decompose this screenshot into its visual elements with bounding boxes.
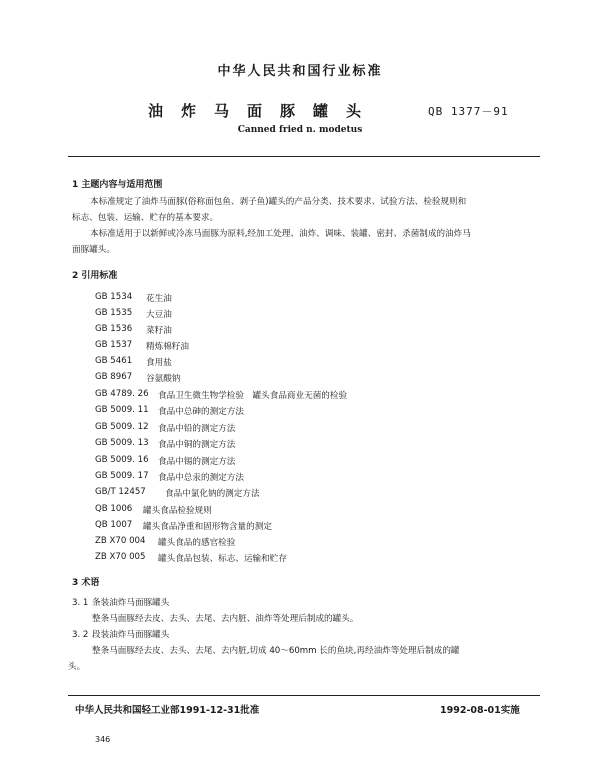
ref-code: ZB X70 005: [95, 552, 146, 562]
english-title: Canned fried n. modetus: [237, 125, 363, 135]
ref-code: GB 1535: [95, 308, 133, 318]
implementation-date: 1992-08-01实施: [440, 705, 520, 716]
section1-para1-line2: 标志、包装、运输、贮存的基本要求。: [72, 213, 219, 223]
ref-code: GB/T 12457: [95, 487, 146, 497]
ref-code: GB 1536: [95, 324, 133, 334]
term2-number: 3. 2: [72, 630, 89, 640]
ref-name: 花生油: [146, 294, 172, 304]
standard-number: QB 1377－91: [428, 105, 509, 118]
term1-number: 3. 1: [72, 598, 89, 608]
ref-code: GB 5009. 12: [95, 422, 149, 432]
term1-name: 条装油炸马面豚罐头: [92, 598, 170, 608]
ref-code: ZB X70 004: [95, 536, 146, 546]
ref-code: GB 8967: [95, 372, 133, 382]
ref-name: 罐头食品包装、标志、运输和贮存: [158, 554, 287, 564]
section1-para2-line2: 面豚罐头。: [72, 245, 115, 255]
ref-code: GB 5009. 16: [95, 455, 149, 465]
ref-name: 食品中总汞的测定方法: [158, 473, 244, 483]
ref-name: 罐头食品净重和固形物含量的测定: [143, 522, 272, 532]
ref-code: QB 1006: [95, 504, 133, 514]
ref-name: 食品卫生微生物学检验 罐头食品商业无菌的检验: [158, 391, 348, 401]
header-divider: [68, 156, 540, 157]
ref-name: 罐头食品检验规则: [143, 506, 212, 516]
ref-name: 食品中锡的测定方法: [158, 457, 236, 467]
ref-code: GB 5009. 11: [95, 405, 149, 415]
standard-title: 油炸马面豚罐头: [148, 102, 380, 120]
footer-divider: [68, 695, 540, 696]
section1-para2-line1: 本标准适用于以新鲜或冷冻马面豚为原料,经加工处理、油炸、调味、装罐、密封、杀菌制成的油炸马: [90, 229, 471, 239]
section2-heading: 2 引用标准: [72, 271, 118, 281]
ref-code: GB 5461: [95, 356, 133, 366]
section1-para1-line1: 本标准规定了油炸马面豚(俗称面包鱼、剥子鱼)罐头的产品分类、技术要求、试验方法、检验规则和: [90, 197, 467, 207]
ref-code: GB 5009. 13: [95, 438, 149, 448]
ref-code: GB 5009. 17: [95, 471, 149, 481]
term1-definition: 整条马面豚经去皮、去头、去尾、去内脏、油炸等处理后制成的罐头。: [92, 614, 359, 624]
term2-definition-line1: 整条马面豚经去皮、去头、去尾、去内脏,切成 40～60mm 长的鱼块,再经油炸等处理后制成的罐: [92, 646, 460, 656]
ref-code: GB 1537: [95, 340, 133, 350]
ministry-title: 中华人民共和国行业标准: [217, 64, 383, 79]
term2-name: 段装油炸马面豚罐头: [92, 630, 170, 640]
ref-name: 罐头食品的感官检验: [158, 538, 236, 548]
ref-name: 大豆油: [146, 310, 172, 320]
ref-name: 食品中氯化钠的测定方法: [165, 489, 260, 499]
section3-heading: 3 术语: [72, 578, 100, 588]
approval-statement: 中华人民共和国轻工业部1991-12-31批准: [75, 705, 260, 716]
term2-definition-line2: 头。: [68, 662, 86, 672]
section1-heading: 1 主题内容与适用范围: [72, 180, 163, 190]
ref-name: 谷氨酸钠: [146, 374, 181, 384]
ref-name: 精炼棉籽油: [146, 342, 189, 352]
page-number: 346: [95, 735, 111, 744]
ref-name: 食品中总砷的测定方法: [158, 407, 244, 417]
ref-name: 食用盐: [146, 358, 172, 368]
ref-code: QB 1007: [95, 520, 133, 530]
ref-name: 食品中铅的测定方法: [158, 424, 236, 434]
ref-name: 菜籽油: [146, 326, 172, 336]
ref-code: GB 1534: [95, 292, 133, 302]
ref-code: GB 4789. 26: [95, 389, 149, 399]
ref-name: 食品中铜的测定方法: [158, 440, 236, 450]
